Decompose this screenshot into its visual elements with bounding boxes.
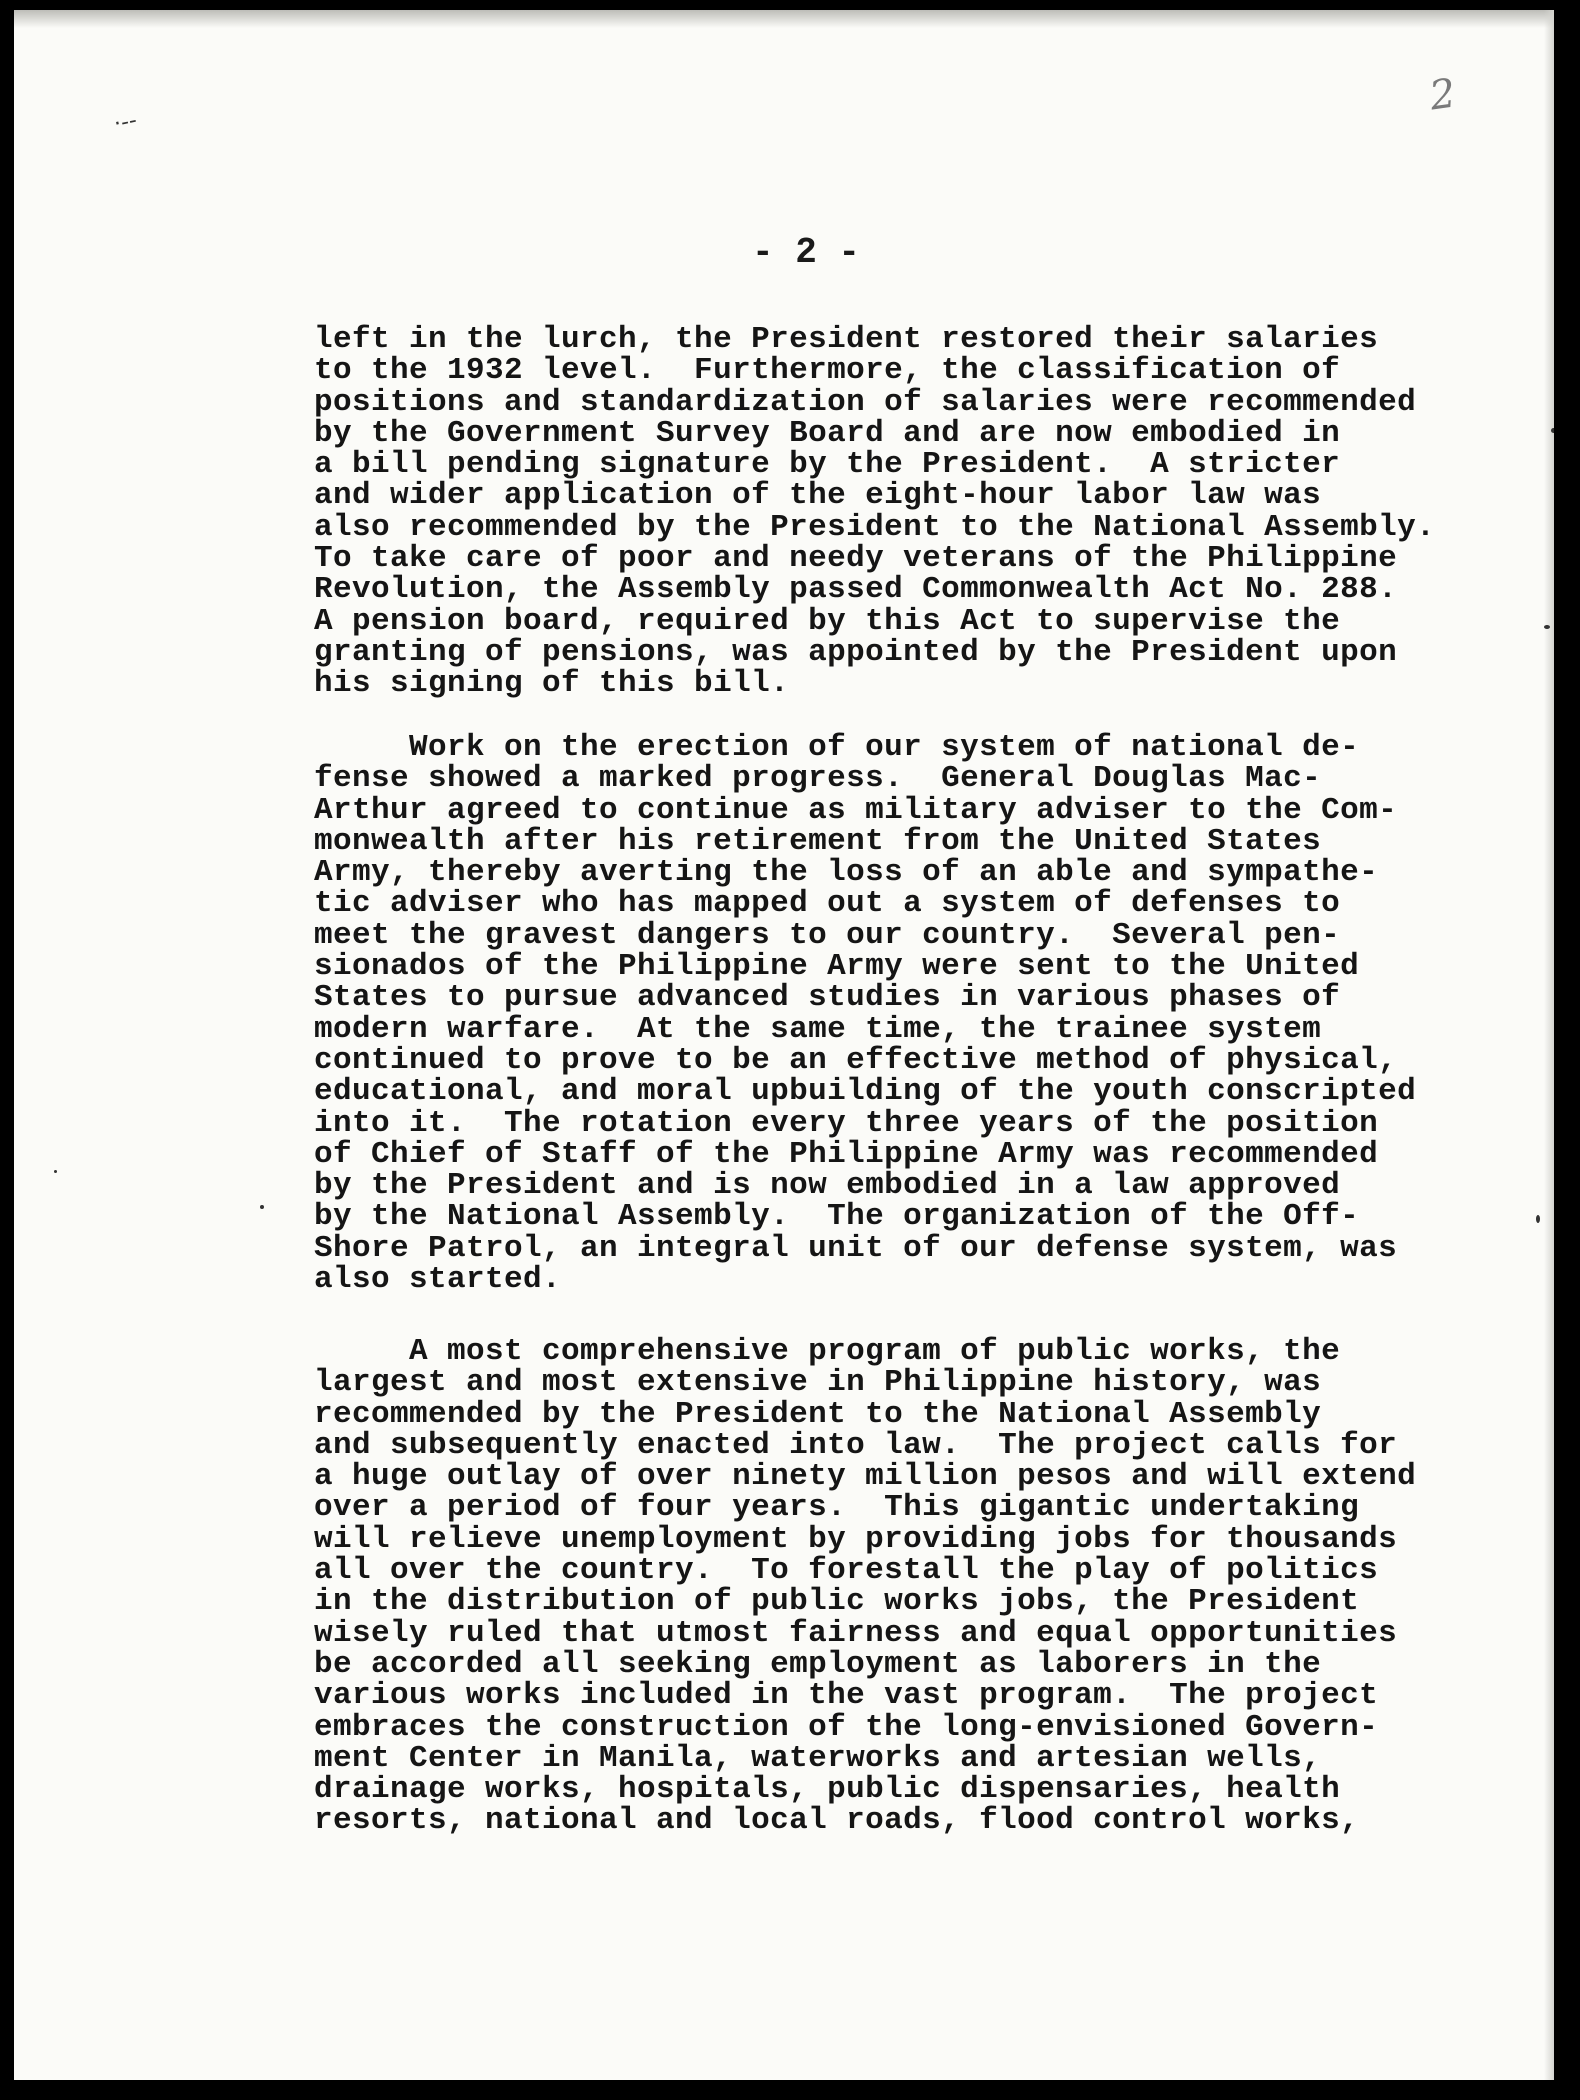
- text-line: and wider application of the eight-hour labor law was: [314, 478, 1322, 514]
- text-line: tic adviser who has mapped out a system of defenses to: [314, 886, 1341, 922]
- text-line: over a period of four years. This gigantic undertaking: [314, 1490, 1360, 1526]
- corner-mark: ·--: [111, 107, 140, 138]
- text-line: recommended by the President to the National Assembly: [314, 1396, 1322, 1432]
- paragraph-1: [314, 324, 1464, 700]
- text-line: to the 1932 level. Furthermore, the classification of: [314, 353, 1341, 389]
- text-line: a huge outlay of over ninety million pesos and will extend: [314, 1459, 1417, 1495]
- text-line: and subsequently enacted into law. The project calls for: [314, 1427, 1398, 1463]
- text-line: educational, and moral upbuilding of the youth conscripted: [314, 1074, 1417, 1110]
- text-line: left in the lurch, the President restored their salaries: [314, 322, 1379, 357]
- text-line: also started.: [314, 1262, 562, 1298]
- text-line: be accorded all seeking employment as laborers in the: [314, 1646, 1322, 1682]
- text-line: modern warfare. At the same time, the trainee system: [314, 1011, 1322, 1047]
- text-line: A most comprehensive program of public works, the: [314, 1334, 1341, 1369]
- text-line: by the Government Survey Board and are now embodied in: [314, 415, 1341, 451]
- document-page: [14, 10, 1554, 2080]
- text-line: meet the gravest dangers to our country. Several pen-: [314, 917, 1341, 953]
- text-line: his signing of this bill.: [314, 666, 790, 702]
- text-line: of Chief of Staff of the Philippine Army was recommended: [314, 1136, 1379, 1172]
- text-line: granting of pensions, was appointed by the President upon: [314, 634, 1398, 670]
- text-line: in the distribution of public works jobs, the President: [314, 1584, 1360, 1620]
- scan-speck: [1544, 625, 1550, 629]
- text-line: Shore Patrol, an integral unit of our defense system, was: [314, 1230, 1398, 1266]
- handwritten-page-number: 2: [1426, 70, 1459, 120]
- text-line: also recommended by the President to the National Assembly.: [314, 509, 1436, 545]
- text-line: Army, thereby averting the loss of an able and sympathe-: [314, 855, 1379, 891]
- text-line: To take care of poor and needy veterans of the Philippine: [314, 541, 1398, 577]
- text-line: by the President and is now embodied in a law approved: [314, 1168, 1341, 1204]
- text-line: embraces the construction of the long-envisioned Govern-: [314, 1709, 1379, 1745]
- text-line: a bill pending signature by the President. A stricter: [314, 447, 1341, 483]
- text-line: largest and most extensive in Philippine history, was: [314, 1365, 1322, 1401]
- paragraph-2: [314, 730, 1464, 1298]
- scan-edge-right: [1544, 10, 1554, 2080]
- paragraph-3: [314, 1336, 1464, 1837]
- scan-speck: [1536, 1215, 1540, 1223]
- text-line: all over the country. To forestall the play of politics: [314, 1553, 1379, 1589]
- text-line: Arthur agreed to continue as military adviser to the Com-: [314, 792, 1398, 828]
- text-line: sionados of the Philippine Army were sent to the United: [314, 949, 1360, 985]
- text-line: into it. The rotation every three years of the position: [314, 1105, 1379, 1141]
- text-line: States to pursue advanced studies in various phases of: [314, 980, 1341, 1016]
- text-line: Revolution, the Assembly passed Commonwealth Act No. 288.: [314, 572, 1398, 608]
- scan-speck: [260, 1205, 264, 1209]
- text-line: monwealth after his retirement from the United States: [314, 823, 1322, 859]
- scan-edge-top: [14, 10, 1554, 28]
- text-line: positions and standardization of salaries were recommended: [314, 384, 1417, 420]
- text-line: by the National Assembly. The organization of the Off-: [314, 1199, 1360, 1235]
- text-line: wisely ruled that utmost fairness and equal opportunities: [314, 1615, 1398, 1651]
- text-line: ment Center in Manila, waterworks and artesian wells,: [314, 1740, 1322, 1776]
- text-line: drainage works, hospitals, public dispensaries, health: [314, 1772, 1341, 1808]
- page-number: - 2 -: [751, 232, 861, 273]
- text-line: fense showed a marked progress. General Douglas Mac-: [314, 761, 1322, 797]
- scan-speck: [1551, 428, 1554, 433]
- text-line: various works included in the vast program. The project: [314, 1678, 1379, 1714]
- text-line: resorts, national and local roads, flood control works,: [314, 1803, 1360, 1839]
- text-line: continued to prove to be an effective method of physical,: [314, 1042, 1398, 1078]
- text-line: A pension board, required by this Act to supervise the: [314, 603, 1341, 639]
- text-line: will relieve unemployment by providing jobs for thousands: [314, 1521, 1398, 1557]
- text-line: Work on the erection of our system of national de-: [314, 730, 1360, 765]
- scan-speck: [54, 1170, 57, 1173]
